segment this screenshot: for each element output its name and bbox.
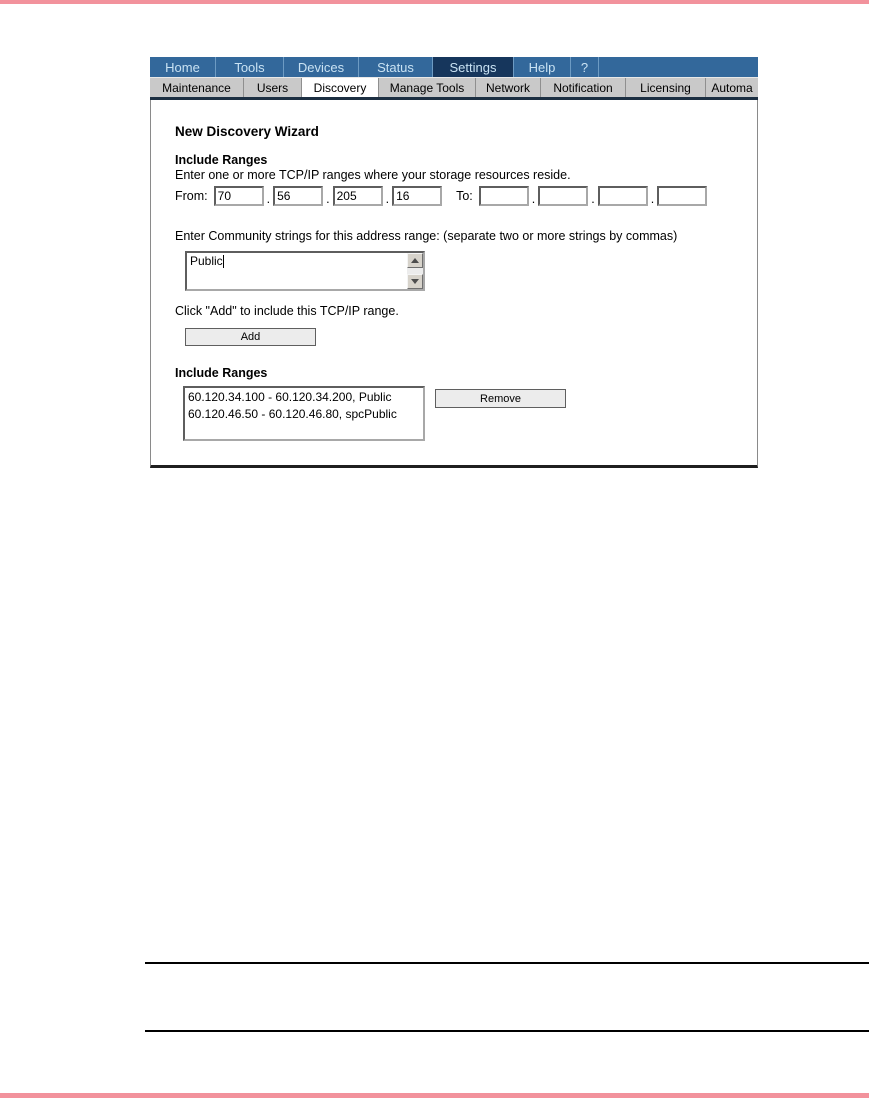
- nav-item-question[interactable]: ?: [570, 57, 598, 77]
- octet-separator: .: [650, 192, 655, 206]
- settings-subtabs: [150, 77, 758, 97]
- from-octet-3[interactable]: [333, 186, 383, 206]
- to-label: To:: [456, 189, 473, 203]
- subtab-network[interactable]: Network: [475, 78, 540, 97]
- subtab-automation-truncated[interactable]: Automa: [705, 78, 758, 97]
- octet-separator: .: [591, 192, 595, 206]
- include-ranges-list-heading: Include Ranges: [175, 366, 268, 380]
- octet-separator: .: [266, 192, 271, 206]
- octet-separator: .: [385, 192, 390, 206]
- text-caret: [223, 255, 224, 268]
- textarea-scrollbar[interactable]: [407, 253, 423, 289]
- to-octet-1[interactable]: [479, 186, 529, 206]
- bottom-margin-bar: [0, 1093, 869, 1098]
- to-octet-3[interactable]: [598, 186, 648, 206]
- scroll-down-icon: [411, 279, 419, 284]
- navbar-filler: [598, 57, 758, 77]
- community-instruction: Enter Community strings for this address range: (separate two or more strings by commas): [175, 229, 678, 243]
- nav-item-settings[interactable]: Settings: [432, 57, 513, 77]
- discovery-wizard-content: [150, 100, 758, 468]
- from-octet-4[interactable]: [392, 186, 442, 206]
- top-margin-bar: [0, 0, 869, 4]
- scroll-up-icon: [411, 258, 419, 263]
- to-octet-2[interactable]: [538, 186, 588, 206]
- remove-button[interactable]: Remove: [435, 389, 566, 408]
- scroll-down-button[interactable]: [407, 274, 423, 289]
- subtab-manage-tools[interactable]: Manage Tools: [378, 78, 475, 97]
- community-strings-value: Public: [190, 254, 223, 268]
- main-navbar: [150, 57, 758, 77]
- footer-rule-top: [145, 962, 869, 964]
- subtab-notification[interactable]: Notification: [540, 78, 625, 97]
- subtab-maintenance[interactable]: Maintenance: [162, 80, 231, 95]
- add-button[interactable]: Add: [185, 328, 316, 346]
- nav-item-help[interactable]: Help: [513, 57, 570, 77]
- subtab-licensing[interactable]: Licensing: [625, 78, 705, 97]
- ip-range-row: [175, 186, 707, 206]
- from-octet-2[interactable]: [273, 186, 323, 206]
- range-list-item[interactable]: 60.120.46.50 - 60.120.46.80, spcPublic: [188, 407, 397, 421]
- page-title: New Discovery Wizard: [175, 124, 319, 139]
- subtab-discovery[interactable]: Discovery: [301, 78, 378, 97]
- add-instruction: Click "Add" to include this TCP/IP range.: [175, 304, 399, 318]
- to-octet-4[interactable]: [657, 186, 707, 206]
- from-octet-1[interactable]: [214, 186, 264, 206]
- footer-rule-bottom: [145, 1030, 869, 1032]
- nav-item-devices[interactable]: Devices: [283, 57, 358, 77]
- octet-separator: .: [326, 192, 330, 206]
- app-screenshot-panel: [150, 57, 758, 468]
- from-label: From:: [175, 189, 208, 203]
- octet-separator: .: [531, 192, 536, 206]
- include-ranges-heading: Include Ranges: [175, 153, 268, 167]
- subtab-users[interactable]: Users: [243, 78, 301, 97]
- include-ranges-listbox[interactable]: [183, 386, 425, 441]
- range-list-item[interactable]: 60.120.34.100 - 60.120.34.200, Public: [188, 390, 392, 404]
- community-strings-textarea[interactable]: [185, 251, 425, 291]
- scroll-up-button[interactable]: [407, 253, 423, 268]
- range-instruction: Enter one or more TCP/IP ranges where your storage resources reside.: [175, 168, 571, 182]
- nav-item-tools[interactable]: Tools: [215, 57, 283, 77]
- nav-item-status[interactable]: Status: [358, 57, 432, 77]
- nav-item-home[interactable]: Home: [165, 59, 200, 75]
